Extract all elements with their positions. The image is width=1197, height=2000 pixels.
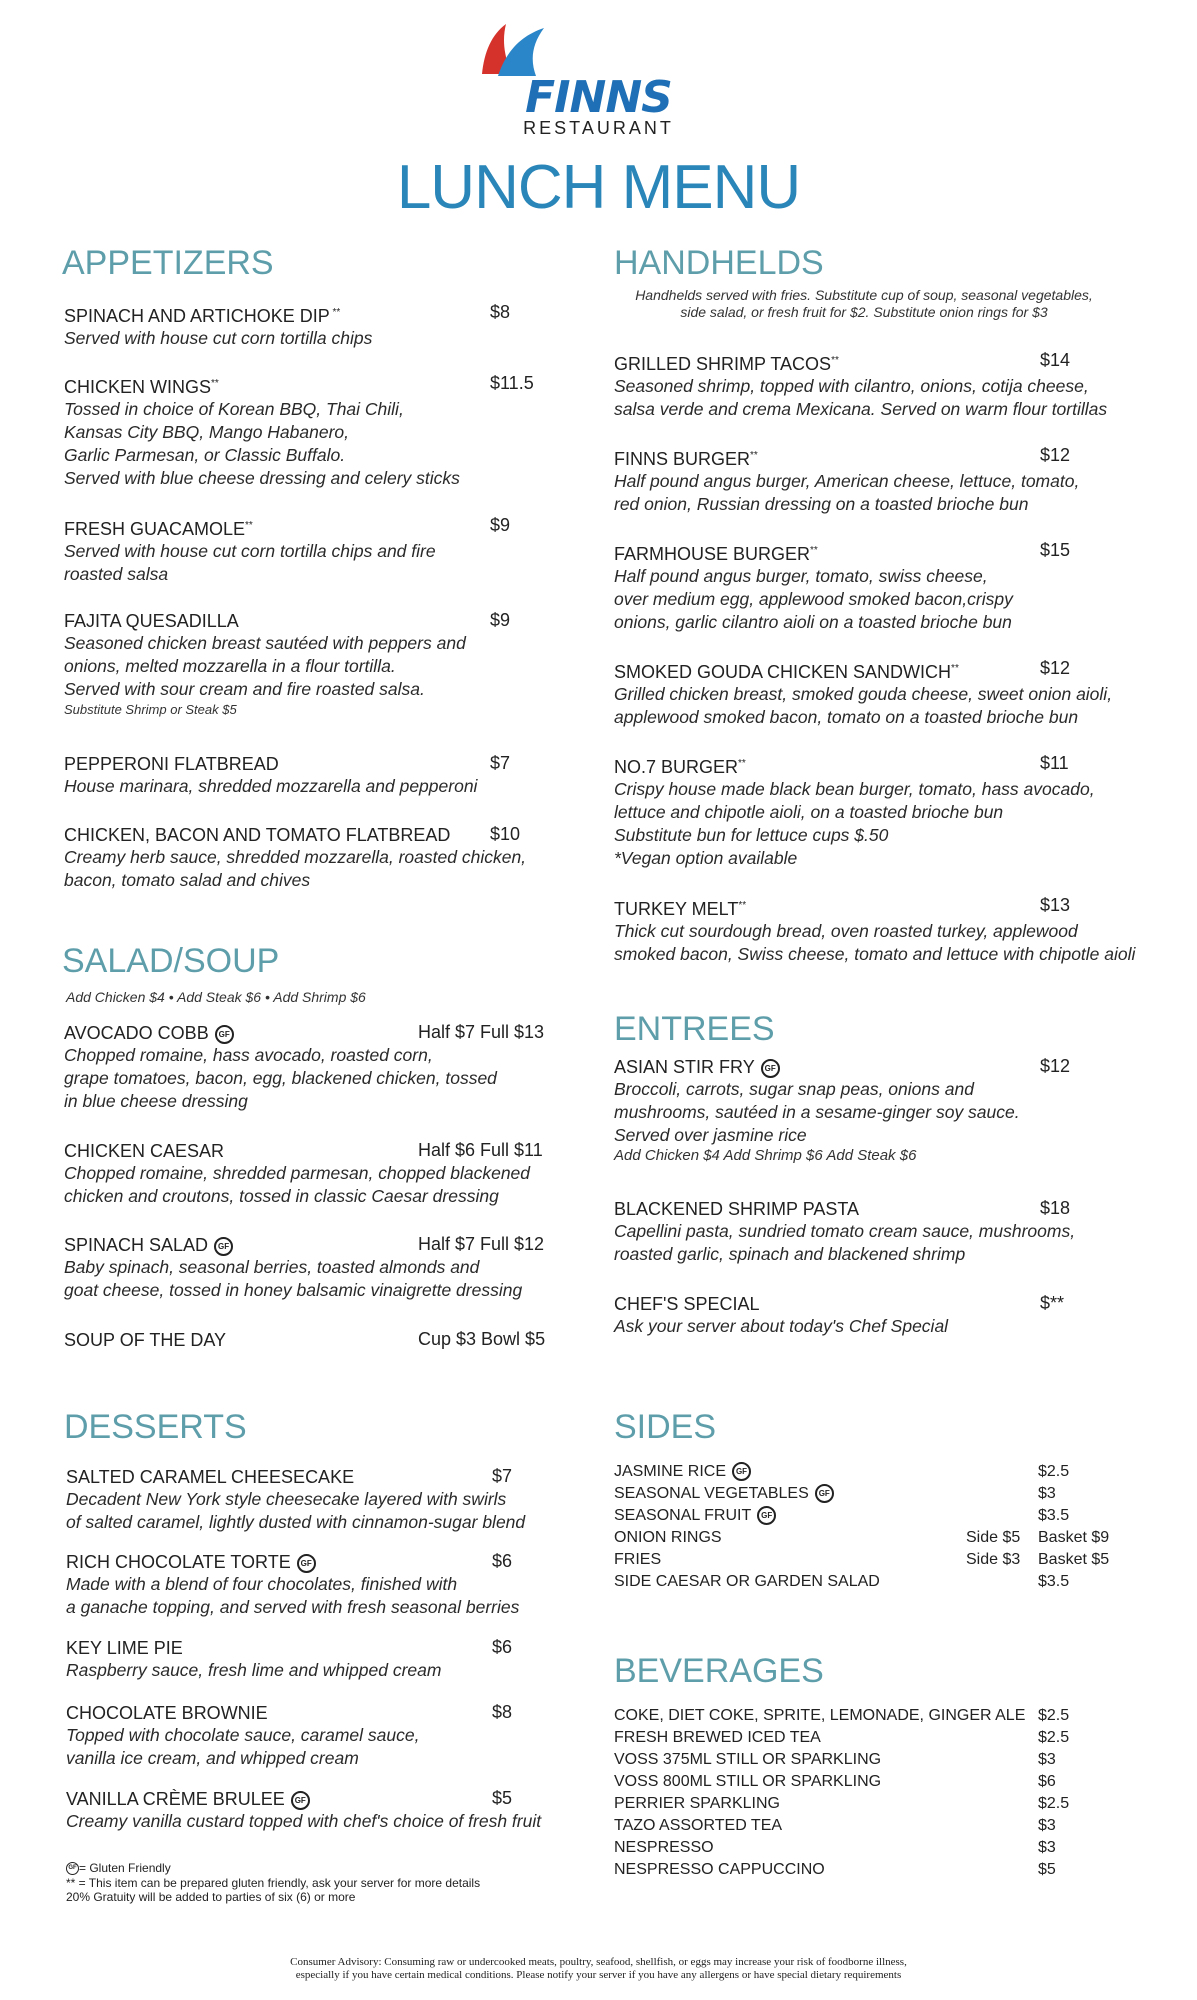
item-note: Add Chicken $4 Add Shrimp $6 Add Steak $6: [614, 1147, 917, 1164]
menu-item: [66, 1551, 519, 1619]
side-item: ONION RINGS: [614, 1529, 722, 1546]
gluten-free-icon: GF: [815, 1484, 834, 1503]
item-price: $12: [1040, 445, 1071, 465]
section-heading-desserts: DESSERTS: [64, 1408, 247, 1446]
item-description: Chopped romaine, shredded parmesan, chopped blackened chicken and croutons, tossed in classic Caesar dressing: [64, 1163, 531, 1206]
item-name: CHICKEN CAESAR: [64, 1141, 225, 1161]
menu-item: [614, 753, 1095, 870]
item-description: Capellini pasta, sundried tomato cream sauce, mushrooms, roasted garlic, spinach and blackened shrimp: [614, 1221, 1076, 1264]
item-note: Substitute Shrimp or Steak $5: [64, 702, 237, 717]
gf-legend: [66, 1861, 171, 1875]
item-name: FRESH GUACAMOLE: [64, 519, 246, 539]
item-price: $2.5: [1038, 1707, 1070, 1724]
section-note: Handhelds served with fries. Substitute cup of soup, seasonal vegetables, side salad, or fresh fruit for $2. Substitute onion rings for $3: [635, 287, 1093, 320]
item-description: Topped with chocolate sauce, caramel sauce, vanilla ice cream, and whipped cream: [66, 1725, 420, 1768]
side-item: [614, 1483, 834, 1504]
item-name: CHICKEN WINGS: [64, 377, 212, 397]
gf-note: ** = This item can be prepared gluten friendly, ask your server for more details: [66, 1876, 481, 1890]
menu-item: [66, 1466, 525, 1534]
item-price: $14: [1040, 350, 1071, 370]
section-heading-handhelds: HANDHELDS: [614, 244, 824, 282]
consumer-advisory: [0, 1956, 1197, 1982]
item-description: Made with a blend of four chocolates, finished with a ganache topping, and served with fresh seasonal berries: [66, 1574, 520, 1617]
gf-mark: **: [810, 545, 818, 556]
menu-item: [64, 302, 372, 350]
item-description: Crispy house made black bean burger, tomato, hass avocado, lettuce and chipotle aioli, on a toasted brioche bun Substitute bun for lettuce cups $.50 *Vegan option available: [614, 779, 1095, 868]
menu-item: [64, 515, 436, 586]
item-price: $10: [490, 824, 521, 844]
item-price: $3.5: [1038, 1573, 1070, 1590]
brand-subtitle: RESTAURANT: [523, 118, 674, 138]
item-description: Half pound angus burger, American cheese, lettuce, tomato, red onion, Russian dressing on a toasted brioche bun: [614, 471, 1080, 514]
item-price: $11.5: [490, 373, 534, 393]
beverage-item: VOSS 375ML STILL OR SPARKLING: [614, 1751, 882, 1768]
gluten-free-icon: GF: [215, 1025, 234, 1044]
item-name: GRILLED SHRIMP TACOS: [614, 354, 832, 374]
section-note: Add Chicken $4 • Add Steak $6 • Add Shrimp $6: [66, 989, 366, 1005]
item-name: VANILLA CRÈME BRULEE: [66, 1789, 285, 1809]
item-price: $18: [1040, 1198, 1071, 1218]
item-description: Grilled chicken breast, smoked gouda cheese, sweet onion aioli, applewood smoked bacon, tomato on a toasted brioche bun: [614, 684, 1113, 727]
gf-mark: **: [211, 378, 219, 389]
gf-legend-text: = Gluten Friendly: [79, 1861, 171, 1875]
item-price: $8: [492, 1702, 513, 1722]
basket-price: Basket $9: [1038, 1529, 1110, 1546]
menu-item: [64, 753, 477, 798]
menu-item: [66, 1637, 441, 1682]
item-description: Broccoli, carrots, sugar snap peas, onions and mushrooms, sautéed in a sesame-ginger soy sauce. Served over jasmine rice: [614, 1079, 1020, 1145]
item-name: RICH CHOCOLATE TORTE: [66, 1552, 291, 1572]
menu-item: [614, 658, 1112, 729]
item-name: AVOCADO COBB: [64, 1023, 209, 1043]
item-price: $11: [1040, 753, 1069, 773]
item-price: $3: [1038, 1485, 1056, 1502]
item-name: NO.7 BURGER: [614, 757, 739, 777]
item-description: Chopped romaine, hass avocado, roasted corn, grape tomatoes, bacon, egg, blackened chicken, tossed in blue cheese dressing: [64, 1045, 497, 1111]
item-description: Seasoned chicken breast sautéed with peppers and onions, melted mozzarella in a flour tortilla. Served with sour cream and fire roasted salsa.: [64, 633, 466, 699]
beverage-item: NESPRESSO: [614, 1839, 714, 1856]
gf-mark: **: [738, 758, 746, 769]
gratuity-note: 20% Gratuity will be added to parties of six (6) or more: [66, 1890, 356, 1904]
item-price: $6: [492, 1637, 513, 1657]
item-price: $5: [492, 1788, 513, 1808]
menu-item: [64, 610, 466, 719]
gluten-free-icon: GF: [297, 1554, 316, 1573]
menu-item: [614, 540, 1013, 634]
menu-item: [614, 1198, 1075, 1266]
beverage-item: NESPRESSO CAPPUCCINO: [614, 1861, 825, 1878]
menu-item: [614, 445, 1079, 516]
side-item: [614, 1505, 776, 1526]
side-item: SIDE CAESAR OR GARDEN SALAD: [614, 1573, 880, 1590]
item-name: SPINACH AND ARTICHOKE DIP: [64, 306, 330, 326]
item-name: FAJITA QUESADILLA: [64, 611, 239, 631]
menu-item: [66, 1702, 419, 1770]
item-price: $15: [1040, 540, 1071, 560]
item-name: TURKEY MELT: [614, 899, 739, 919]
side-item: FRIES: [614, 1551, 662, 1568]
item-name: SOUP OF THE DAY: [64, 1330, 227, 1350]
item-price: $8: [490, 302, 511, 322]
item-price: $7: [490, 753, 511, 773]
menu-item: [64, 1329, 226, 1351]
side-price: Side $3: [966, 1551, 1021, 1568]
section-heading-appetizers: APPETIZERS: [62, 244, 274, 282]
gf-mark: **: [831, 355, 839, 366]
item-description: House marinara, shredded mozzarella and pepperoni: [64, 776, 478, 796]
menu-item: [64, 824, 526, 892]
item-price: $3: [1038, 1817, 1056, 1834]
item-description: Half pound angus burger, tomato, swiss cheese, over medium egg, applewood smoked bacon,crispy onions, garlic cilantro aioli on a toasted brioche bun: [614, 566, 1013, 632]
item-price: $9: [490, 515, 511, 535]
item-price: $3.5: [1038, 1507, 1070, 1524]
item-name: CHICKEN, BACON AND TOMATO FLATBREAD: [64, 825, 451, 845]
item-name: SMOKED GOUDA CHICKEN SANDWICH: [614, 662, 952, 682]
item-description: Decadent New York style cheesecake layered with swirls of salted caramel, lightly dusted with cinnamon-sugar blend: [66, 1489, 526, 1532]
basket-price: Basket $5: [1038, 1551, 1110, 1568]
item-price: $5: [1038, 1861, 1056, 1878]
item-name: BLACKENED SHRIMP PASTA: [614, 1199, 860, 1219]
gluten-free-icon: GF: [214, 1237, 233, 1256]
item-price: Half $6 Full $11: [418, 1140, 543, 1160]
item-name: KEY LIME PIE: [66, 1638, 183, 1658]
item-price: $3: [1038, 1751, 1056, 1768]
item-description: Creamy herb sauce, shredded mozzarella, roasted chicken, bacon, tomato salad and chives: [64, 847, 527, 890]
item-name: SPINACH SALAD: [64, 1235, 209, 1255]
beverage-item: VOSS 800ML STILL OR SPARKLING: [614, 1773, 882, 1790]
gluten-free-icon: GF: [757, 1506, 776, 1525]
item-price: $9: [490, 610, 511, 630]
gf-mark: **: [738, 900, 747, 911]
item-description: Thick cut sourdough bread, oven roasted turkey, applewood smoked bacon, Swiss cheese, tomato and lettuce with chipotle aioli: [614, 921, 1136, 964]
gf-mark: **: [750, 450, 758, 461]
item-name: SEASONAL VEGETABLES: [614, 1485, 809, 1502]
section-heading-entrees: ENTREES: [614, 1010, 775, 1048]
item-price: Half $7 Full $12: [418, 1234, 545, 1254]
section-heading-salad-soup: SALAD/SOUP: [62, 942, 280, 980]
item-description: Ask your server about today's Chef Special: [614, 1316, 949, 1336]
item-name: CHEF'S SPECIAL: [614, 1294, 760, 1314]
item-description: Served with house cut corn tortilla chips and fire roasted salsa: [64, 541, 436, 584]
item-name: CHOCOLATE BROWNIE: [66, 1703, 268, 1723]
gluten-free-icon: GF: [291, 1791, 310, 1810]
gf-mark: **: [951, 663, 959, 674]
beverage-item: COKE, DIET COKE, SPRITE, LEMONADE, GINGER ALE: [614, 1707, 1026, 1724]
item-description: Tossed in choice of Korean BBQ, Thai Chili, Kansas City BBQ, Mango Habanero, Garlic Parmesan, or Classic Buffalo. Served with blue cheese dressing and celery sticks: [64, 399, 460, 488]
brand-name: FINNS: [525, 72, 672, 123]
item-description: Baby spinach, seasonal berries, toasted almonds and goat cheese, tossed in honey balsamic vinaigrette dressing: [64, 1257, 523, 1300]
gluten-free-icon: GF: [66, 1862, 79, 1875]
item-price: $2.5: [1038, 1795, 1070, 1812]
item-price: $12: [1040, 658, 1071, 678]
item-name: FINNS BURGER: [614, 449, 751, 469]
item-price: $6: [1038, 1773, 1056, 1790]
item-name: JASMINE RICE: [614, 1463, 727, 1480]
beverage-item: TAZO ASSORTED TEA: [614, 1817, 783, 1834]
item-description: Creamy vanilla custard topped with chef's choice of fresh fruit: [66, 1811, 542, 1831]
side-item: [614, 1461, 751, 1482]
item-price: Cup $3 Bowl $5: [418, 1329, 546, 1349]
gf-mark: **: [245, 520, 253, 531]
menu-item: [614, 1056, 1020, 1164]
gluten-free-icon: GF: [732, 1462, 751, 1481]
item-price: $12: [1040, 1056, 1071, 1076]
advisory-line: Consumer Advisory: Consuming raw or undercooked meats, poultry, seafood, shellfish, or eggs may increase your risk of foodborne illness,: [290, 1956, 907, 1968]
item-name: SALTED CARAMEL CHEESECAKE: [66, 1467, 355, 1487]
page-title: LUNCH MENU: [396, 153, 801, 222]
side-price: Side $5: [966, 1529, 1021, 1546]
item-price: $3: [1038, 1839, 1056, 1856]
item-price: $6: [492, 1551, 513, 1571]
section-heading-sides: SIDES: [614, 1408, 717, 1446]
item-name: FARMHOUSE BURGER: [614, 544, 811, 564]
logo-icon: [472, 22, 552, 78]
menu-item: [66, 1788, 541, 1833]
item-price: $7: [492, 1466, 513, 1486]
advisory-line: especially if you have certain medical conditions. Please notify your server if you have any allergens or have special dietary requirements: [295, 1969, 902, 1981]
gluten-free-icon: GF: [761, 1059, 780, 1078]
item-description: Raspberry sauce, fresh lime and whipped cream: [66, 1660, 442, 1680]
item-description: Served with house cut corn tortilla chips: [64, 328, 373, 348]
item-name: SEASONAL FRUIT: [614, 1507, 752, 1524]
item-price: $2.5: [1038, 1729, 1070, 1746]
item-price: Half $7 Full $13: [418, 1022, 545, 1042]
section-heading-beverages: BEVERAGES: [614, 1652, 824, 1690]
menu-item: [614, 350, 1107, 421]
item-name: ASIAN STIR FRY: [614, 1057, 755, 1077]
gf-mark: **: [329, 307, 341, 318]
beverage-item: FRESH BREWED ICED TEA: [614, 1729, 821, 1746]
item-description: Seasoned shrimp, topped with cilantro, onions, cotija cheese, salsa verde and crema Mexicana. Served on warm flour tortillas: [614, 376, 1108, 419]
item-name: PEPPERONI FLATBREAD: [64, 754, 279, 774]
item-price: $**: [1040, 1293, 1065, 1313]
item-price: $13: [1040, 895, 1071, 915]
menu-item: [614, 1293, 948, 1338]
item-price: $2.5: [1038, 1463, 1070, 1480]
menu-item: [64, 373, 460, 490]
beverage-item: PERRIER SPARKLING: [614, 1795, 780, 1812]
